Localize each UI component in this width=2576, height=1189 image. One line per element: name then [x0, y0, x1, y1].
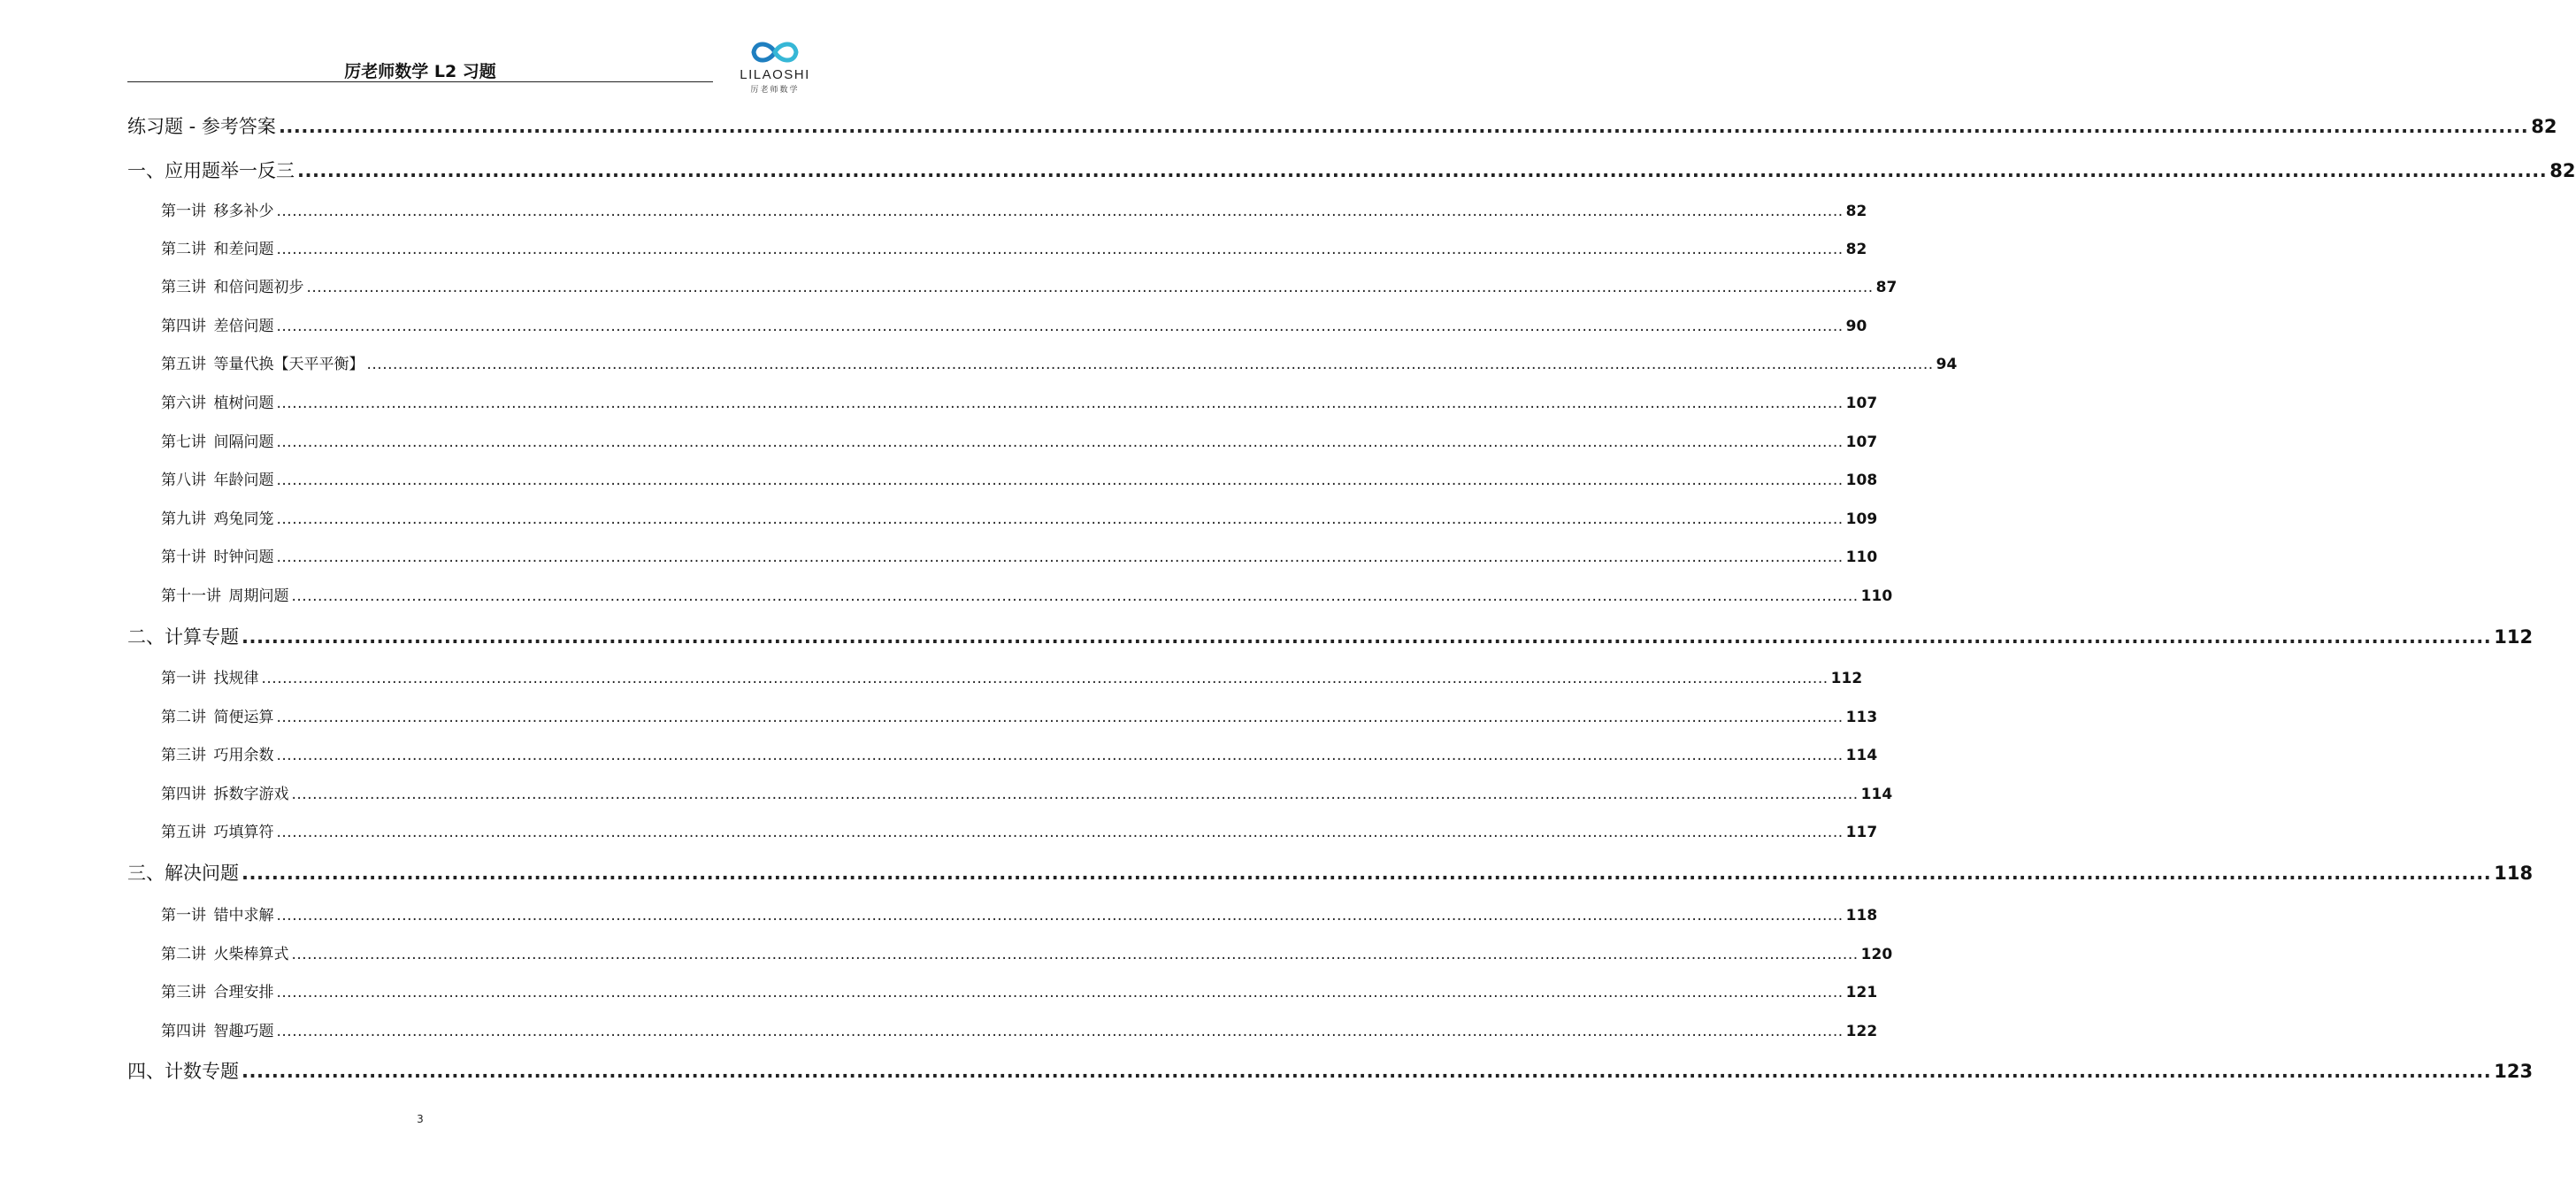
toc-page-number: 122: [1845, 1023, 1878, 1040]
toc-entry-title: [161, 583, 289, 605]
toc-entry-title: [161, 390, 274, 412]
toc-lecture-number: 第二讲: [161, 709, 206, 726]
toc-lecture-number: 第三讲: [161, 747, 206, 764]
toc-page-number: 82: [2531, 116, 2557, 137]
toc-lecture-number: 第九讲: [161, 510, 206, 528]
toc-lecture-title: 简便运算: [213, 709, 274, 726]
toc-section-entry[interactable]: [127, 1057, 2534, 1084]
toc-entry-title: 二、计算专题: [127, 626, 239, 648]
toc-lecture-title: 找规律: [213, 670, 259, 687]
toc-lecture-number: 第五讲: [161, 356, 206, 373]
toc-dot-leader: ............................................................................................................................................................................................................................................................................................................: [306, 279, 1874, 296]
toc-lecture-entry[interactable]: [161, 979, 1878, 1001]
page-header-title: 厉老师数学 L2 习题: [344, 62, 496, 81]
toc-lecture-entry[interactable]: [161, 506, 1878, 528]
toc-entry-title: [161, 429, 274, 451]
toc-entry-title: [161, 313, 274, 335]
toc-lecture-title: 等量代换【天平平衡】: [213, 356, 364, 373]
toc-lecture-title: 错中求解: [213, 907, 274, 924]
toc-entry-title: [161, 1018, 274, 1040]
toc-dot-leader: ............................................................................................................................................................................................................................................................................................................: [276, 433, 1844, 451]
toc-dot-leader: ............................................................................................................................................................................................................................................................................................................: [242, 1061, 2492, 1082]
toc-lecture-entry[interactable]: [161, 429, 1878, 451]
toc-lecture-number: 第四讲: [161, 1023, 206, 1040]
toc-page-number: 118: [2494, 863, 2534, 884]
toc-lecture-entry[interactable]: [161, 583, 1893, 605]
toc-dot-leader: ............................................................................................................................................................................................................................................................................................................: [242, 626, 2492, 648]
toc-entry-title: [161, 941, 289, 963]
toc-lecture-number: 第三讲: [161, 984, 206, 1001]
toc-lecture-title: 周期问题: [228, 587, 289, 605]
logo-subtitle: 厉老师数学: [750, 86, 800, 95]
toc-page-number: 112: [1830, 670, 1863, 687]
toc-entry-title: [161, 198, 274, 220]
toc-lecture-title: 拆数字游戏: [213, 786, 289, 803]
toc-entry-title: [161, 742, 274, 764]
toc-lecture-entry[interactable]: [161, 665, 1863, 687]
toc-lecture-number: 第四讲: [161, 318, 206, 335]
toc-lecture-number: 第三讲: [161, 279, 206, 296]
toc-lecture-number: 第二讲: [161, 241, 206, 258]
toc-lecture-entry[interactable]: [161, 704, 1878, 726]
toc-lecture-title: 间隔问题: [213, 433, 274, 451]
toc-dot-leader: ............................................................................................................................................................................................................................................................................................................: [366, 356, 1934, 373]
toc-page-number: 121: [1845, 984, 1878, 1001]
toc-lecture-number: 第十一讲: [161, 587, 221, 605]
toc-dot-leader: ............................................................................................................................................................................................................................................................................................................: [297, 160, 2548, 181]
toc-lecture-entry[interactable]: [161, 351, 1958, 373]
toc-entry-title: [161, 544, 274, 566]
toc-entry-title: [161, 704, 274, 726]
toc-entry-title: [161, 467, 274, 489]
toc-lecture-title: 火柴棒算式: [213, 946, 289, 963]
toc-dot-leader: ............................................................................................................................................................................................................................................................................................................: [276, 472, 1844, 489]
toc-lecture-entry[interactable]: [161, 742, 1878, 764]
toc-page-number: 108: [1845, 472, 1878, 489]
toc-page-number: 107: [1845, 395, 1878, 412]
toc-lecture-title: 和倍问题初步: [213, 279, 304, 296]
toc-lecture-entry[interactable]: [161, 902, 1878, 924]
toc-lecture-entry[interactable]: [161, 467, 1878, 489]
toc-entry-title: [161, 902, 274, 924]
toc-lecture-number: 第十讲: [161, 548, 206, 566]
toc-lecture-entry[interactable]: [161, 819, 1878, 841]
toc-page-number: 112: [2494, 626, 2534, 648]
toc-lecture-title: 鸡兔同笼: [213, 510, 274, 528]
toc-page-number: 82: [2549, 160, 2576, 181]
toc-lecture-title: 智趣巧题: [213, 1023, 274, 1040]
toc-lecture-number: 第一讲: [161, 670, 206, 687]
toc-lecture-number: 第八讲: [161, 472, 206, 489]
toc-entry-title: [161, 236, 274, 258]
toc-lecture-number: 第七讲: [161, 433, 206, 451]
toc-entry-title: 练习题 - 参考答案: [127, 116, 276, 137]
toc-lecture-entry[interactable]: [161, 390, 1878, 412]
toc-lecture-entry[interactable]: [161, 274, 1898, 296]
toc-lecture-number: 第五讲: [161, 824, 206, 841]
toc-lecture-title: 植树问题: [213, 395, 274, 412]
toc-lecture-entry[interactable]: [161, 313, 1867, 335]
toc-lecture-entry[interactable]: [161, 781, 1893, 803]
toc-lecture-entry[interactable]: [161, 198, 1867, 220]
toc-page-number: 113: [1845, 709, 1878, 726]
toc-dot-leader: ............................................................................................................................................................................................................................................................................................................: [276, 824, 1844, 841]
toc-dot-leader: ............................................................................................................................................................................................................................................................................................................: [276, 747, 1844, 764]
toc-page-number: 107: [1845, 433, 1878, 451]
toc-lecture-title: 时钟问题: [213, 548, 274, 566]
toc-dot-leader: ............................................................................................................................................................................................................................................................................................................: [276, 241, 1844, 258]
toc-page-number: 114: [1845, 747, 1878, 764]
toc-entry-title: [161, 665, 259, 687]
toc-lecture-number: 第一讲: [161, 203, 206, 220]
toc-page-number: 110: [1845, 548, 1878, 566]
toc-lecture-title: 巧用余数: [213, 747, 274, 764]
toc-page-number: 118: [1845, 907, 1878, 924]
toc-page-number: 87: [1875, 279, 1898, 296]
page-number: 3: [417, 1113, 424, 1125]
toc-dot-leader: ............................................................................................................................................................................................................................................................................................................: [278, 116, 2529, 137]
toc-entry-title: [161, 274, 304, 296]
toc-page-number: 114: [1860, 786, 1893, 803]
toc-lecture-number: 第六讲: [161, 395, 206, 412]
toc-lecture-number: 第一讲: [161, 907, 206, 924]
toc-page-number: 82: [1845, 241, 1867, 258]
toc-entry-title: [161, 506, 274, 528]
toc-dot-leader: ............................................................................................................................................................................................................................................................................................................: [276, 318, 1844, 335]
toc-lecture-title: 和差问题: [213, 241, 274, 258]
brand-logo: [731, 37, 819, 96]
toc-dot-leader: ............................................................................................................................................................................................................................................................................................................: [261, 670, 1828, 687]
toc-lecture-entry[interactable]: [161, 544, 1878, 566]
toc-page-number: 94: [1936, 356, 1958, 373]
toc-dot-leader: ............................................................................................................................................................................................................................................................................................................: [276, 548, 1844, 566]
toc-entry-title: [161, 781, 289, 803]
toc-lecture-title: 年龄问题: [213, 472, 274, 489]
toc-page-number: 90: [1845, 318, 1867, 335]
toc-dot-leader: ............................................................................................................................................................................................................................................................................................................: [276, 395, 1844, 412]
toc-dot-leader: ............................................................................................................................................................................................................................................................................................................: [291, 786, 1859, 803]
toc-lecture-entry[interactable]: [161, 236, 1867, 258]
toc-lecture-entry[interactable]: [161, 1018, 1878, 1040]
toc-section-entry[interactable]: [127, 859, 2534, 886]
toc-lecture-title: 差倍问题: [213, 318, 274, 335]
toc-lecture-title: 移多补少: [213, 203, 274, 220]
toc-entry-title: 三、解决问题: [127, 863, 239, 884]
toc-dot-leader: ............................................................................................................................................................................................................................................................................................................: [276, 203, 1844, 220]
toc-lecture-number: 第四讲: [161, 786, 206, 803]
toc-dot-leader: ............................................................................................................................................................................................................................................................................................................: [242, 863, 2492, 884]
toc-lecture-title: 合理安排: [213, 984, 274, 1001]
toc-dot-leader: ............................................................................................................................................................................................................................................................................................................: [276, 1023, 1844, 1040]
infinity-logo-icon: [747, 37, 803, 67]
toc-page-number: 109: [1845, 510, 1878, 528]
toc-entry-title: 一、应用题举一反三: [127, 160, 295, 181]
toc-section-entry[interactable]: [127, 112, 2557, 139]
toc-dot-leader: ............................................................................................................................................................................................................................................................................................................: [276, 984, 1844, 1001]
toc-entry-title: [161, 819, 274, 841]
toc-lecture-title: 巧填算符: [213, 824, 274, 841]
toc-page-number: 110: [1860, 587, 1893, 605]
toc-dot-leader: ............................................................................................................................................................................................................................................................................................................: [276, 510, 1844, 528]
logo-wordmark: LILAOSHI: [740, 67, 810, 82]
toc-lecture-entry[interactable]: [161, 941, 1893, 963]
toc-dot-leader: ............................................................................................................................................................................................................................................................................................................: [276, 907, 1844, 924]
toc-section-entry[interactable]: [127, 157, 2576, 183]
toc-lecture-number: 第二讲: [161, 946, 206, 963]
toc-entry-title: [161, 979, 274, 1001]
toc-page-number: 123: [2494, 1061, 2534, 1082]
toc-dot-leader: ............................................................................................................................................................................................................................................................................................................: [291, 587, 1859, 605]
toc-page-number: 120: [1860, 946, 1893, 963]
header-divider: [127, 81, 713, 82]
toc-entry-title: [161, 351, 364, 373]
toc-entry-title: 四、计数专题: [127, 1061, 239, 1082]
toc-page-number: 117: [1845, 824, 1878, 841]
toc-dot-leader: ............................................................................................................................................................................................................................................................................................................: [276, 709, 1844, 726]
toc-dot-leader: ............................................................................................................................................................................................................................................................................................................: [291, 946, 1859, 963]
toc-page-number: 82: [1845, 203, 1867, 220]
toc-section-entry[interactable]: [127, 623, 2534, 649]
